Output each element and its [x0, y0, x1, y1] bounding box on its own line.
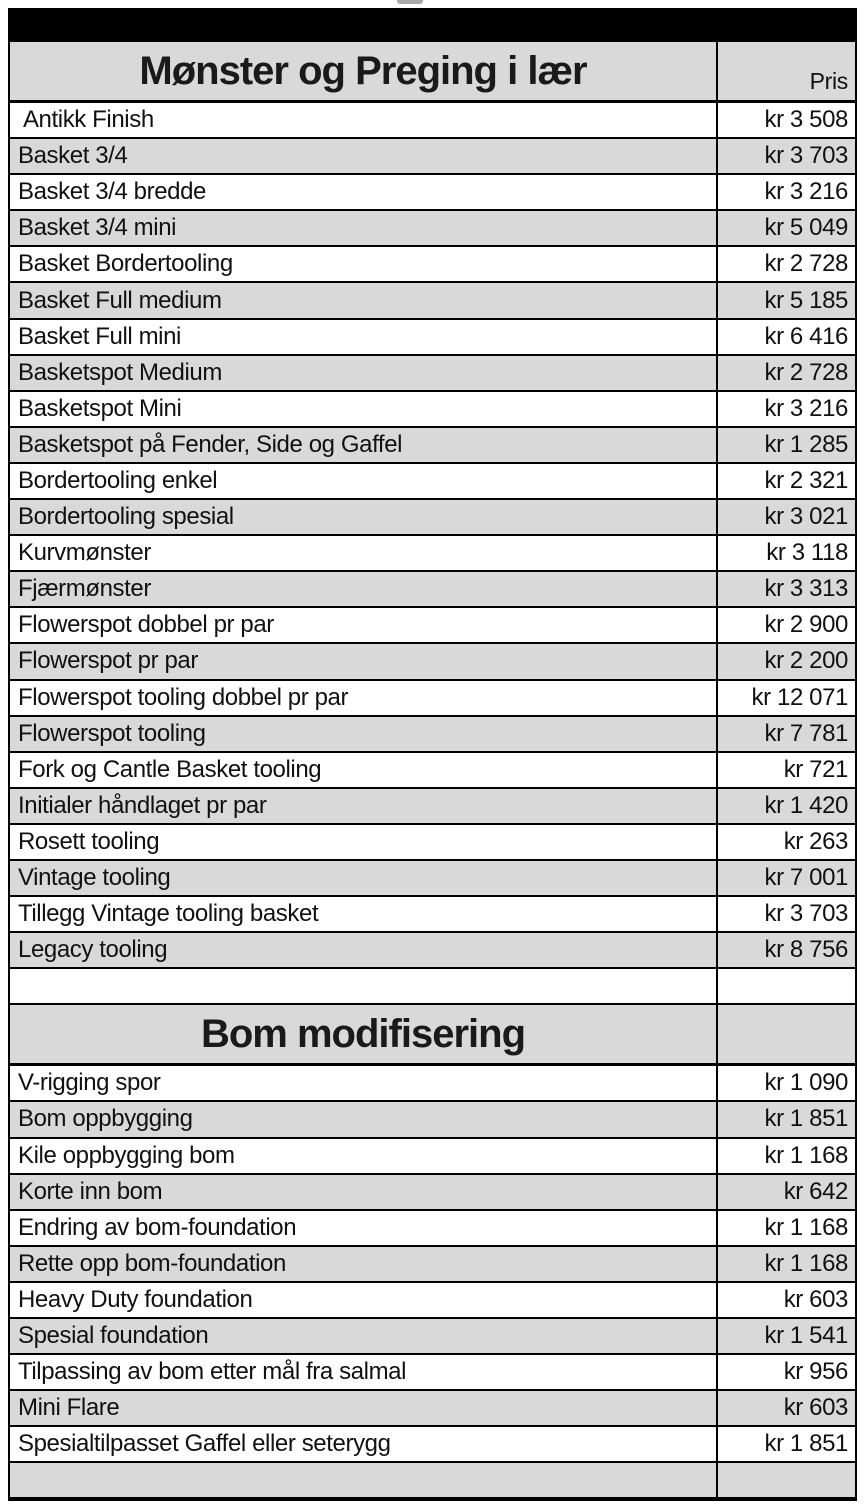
item-label	[10, 1463, 718, 1497]
item-price: kr 1 851	[764, 1105, 848, 1133]
item-price: kr 3 703	[764, 900, 848, 928]
table-row	[10, 1139, 855, 1175]
item-price	[718, 1463, 855, 1497]
table-row	[10, 969, 855, 1005]
item-label: Kile oppbygging bom	[10, 1139, 718, 1173]
item-price: kr 721	[783, 755, 848, 783]
item-label: Legacy tooling	[10, 933, 718, 967]
table-row	[10, 1102, 855, 1138]
item-label: Kurvmønster	[10, 536, 718, 570]
item-price: kr 1 541	[764, 1322, 848, 1350]
table-row	[10, 1391, 855, 1427]
item-label: Basketspot Medium	[10, 356, 718, 390]
item-label: V-rigging spor	[10, 1066, 718, 1100]
item-label: Antikk Finish	[10, 103, 718, 137]
item-label: Flowerspot dobbel pr par	[10, 608, 718, 642]
item-label: Rosett tooling	[10, 825, 718, 859]
item-label: Spesial foundation	[10, 1319, 718, 1353]
item-price: kr 1 285	[764, 430, 848, 458]
item-label	[10, 969, 718, 1003]
item-label: Endring av bom-foundation	[10, 1211, 718, 1245]
item-price: kr 1 090	[764, 1069, 848, 1097]
table-row	[10, 933, 855, 969]
item-label: Tillegg Vintage tooling basket	[10, 897, 718, 931]
table-row	[10, 825, 855, 861]
table-row	[10, 139, 855, 175]
item-price: kr 12 071	[751, 683, 848, 711]
item-label: Basketspot Mini	[10, 392, 718, 426]
item-label: Vintage tooling	[10, 861, 718, 895]
item-price: kr 3 703	[764, 142, 848, 170]
cropped-content-artifact	[397, 0, 423, 4]
item-price: kr 7 001	[764, 864, 848, 892]
table-row	[10, 283, 855, 319]
table-row	[10, 500, 855, 536]
item-price: kr 2 728	[764, 358, 848, 386]
item-label: Fjærmønster	[10, 572, 718, 606]
item-label: Basket Full medium	[10, 283, 718, 317]
table-row	[10, 1247, 855, 1283]
item-label: Tilpassing av bom etter mål fra salmal	[10, 1355, 718, 1389]
item-price: kr 2 728	[764, 250, 848, 278]
item-price: kr 1 168	[764, 1249, 848, 1277]
item-label: Flowerspot pr par	[10, 644, 718, 678]
item-label: Mini Flare	[10, 1391, 718, 1425]
table-row	[10, 356, 855, 392]
table-row	[10, 320, 855, 356]
table-row	[10, 1355, 855, 1391]
item-price: kr 2 321	[764, 466, 848, 494]
item-label: Basket Full mini	[10, 320, 718, 354]
price-column-header: Pris	[809, 68, 848, 94]
item-price: kr 956	[783, 1358, 848, 1386]
table-row	[10, 536, 855, 572]
table-row	[10, 1463, 855, 1499]
top-black-bar	[10, 10, 855, 42]
item-price: kr 5 185	[764, 286, 848, 314]
item-label: Spesialtilpasset Gaffel eller seterygg	[10, 1427, 718, 1461]
item-label: Flowerspot tooling	[10, 717, 718, 751]
item-price: kr 2 200	[764, 647, 848, 675]
table-row	[10, 861, 855, 897]
table-row	[10, 464, 855, 500]
table-row	[10, 753, 855, 789]
item-price: kr 1 168	[764, 1141, 848, 1169]
item-label: Basket 3/4 mini	[10, 211, 718, 245]
item-price: kr 8 756	[764, 936, 848, 964]
table-row	[10, 1066, 855, 1102]
item-price: kr 5 049	[764, 214, 848, 242]
item-label: Bom oppbygging	[10, 1102, 718, 1136]
section-title: Mønster og Preging i lær	[10, 42, 718, 100]
table-row	[10, 175, 855, 211]
item-price: kr 7 781	[764, 719, 848, 747]
item-price: kr 6 416	[764, 322, 848, 350]
item-price: kr 3 313	[764, 575, 848, 603]
table-row	[10, 897, 855, 933]
item-label: Korte inn bom	[10, 1175, 718, 1209]
table-row	[10, 1175, 855, 1211]
item-label: Basket 3/4	[10, 139, 718, 173]
table-row	[10, 681, 855, 717]
table-row	[10, 1427, 855, 1463]
item-price: kr 3 508	[764, 106, 848, 134]
table-row	[10, 644, 855, 680]
item-label: Heavy Duty foundation	[10, 1283, 718, 1317]
table-row	[10, 1211, 855, 1247]
table-row	[10, 392, 855, 428]
item-price: kr 603	[783, 1285, 848, 1313]
table-row	[10, 1319, 855, 1355]
item-label: Basket 3/4 bredde	[10, 175, 718, 209]
item-price: kr 3 118	[766, 539, 848, 567]
item-price: kr 1 420	[764, 791, 848, 819]
table-row	[10, 1283, 855, 1319]
item-price: kr 3 021	[764, 503, 848, 531]
item-label: Basketspot på Fender, Side og Gaffel	[10, 428, 718, 462]
table-row	[10, 247, 855, 283]
section-header	[10, 42, 855, 103]
table-row	[10, 211, 855, 247]
item-price: kr 2 900	[764, 611, 848, 639]
item-label: Flowerspot tooling dobbel pr par	[10, 681, 718, 715]
table-row	[10, 717, 855, 753]
item-label: Basket Bordertooling	[10, 247, 718, 281]
table-row	[10, 608, 855, 644]
item-price: kr 1 168	[764, 1213, 848, 1241]
item-price: kr 3 216	[764, 394, 848, 422]
price-column-header	[718, 1005, 855, 1063]
item-label: Initialer håndlaget pr par	[10, 789, 718, 823]
price-list-table	[8, 8, 857, 1501]
item-price: kr 603	[783, 1394, 848, 1422]
item-label: Bordertooling spesial	[10, 500, 718, 534]
item-label: Bordertooling enkel	[10, 464, 718, 498]
section-title: Bom modifisering	[10, 1005, 718, 1063]
table-row	[10, 789, 855, 825]
item-price	[718, 969, 855, 1003]
section-header	[10, 1005, 855, 1066]
item-price: kr 263	[783, 827, 848, 855]
item-label: Rette opp bom-foundation	[10, 1247, 718, 1281]
table-row	[10, 103, 855, 139]
item-price: kr 642	[783, 1177, 848, 1205]
item-price: kr 1 851	[764, 1430, 848, 1458]
table-row	[10, 428, 855, 464]
table-row	[10, 572, 855, 608]
item-label: Fork og Cantle Basket tooling	[10, 753, 718, 787]
item-price: kr 3 216	[764, 178, 848, 206]
